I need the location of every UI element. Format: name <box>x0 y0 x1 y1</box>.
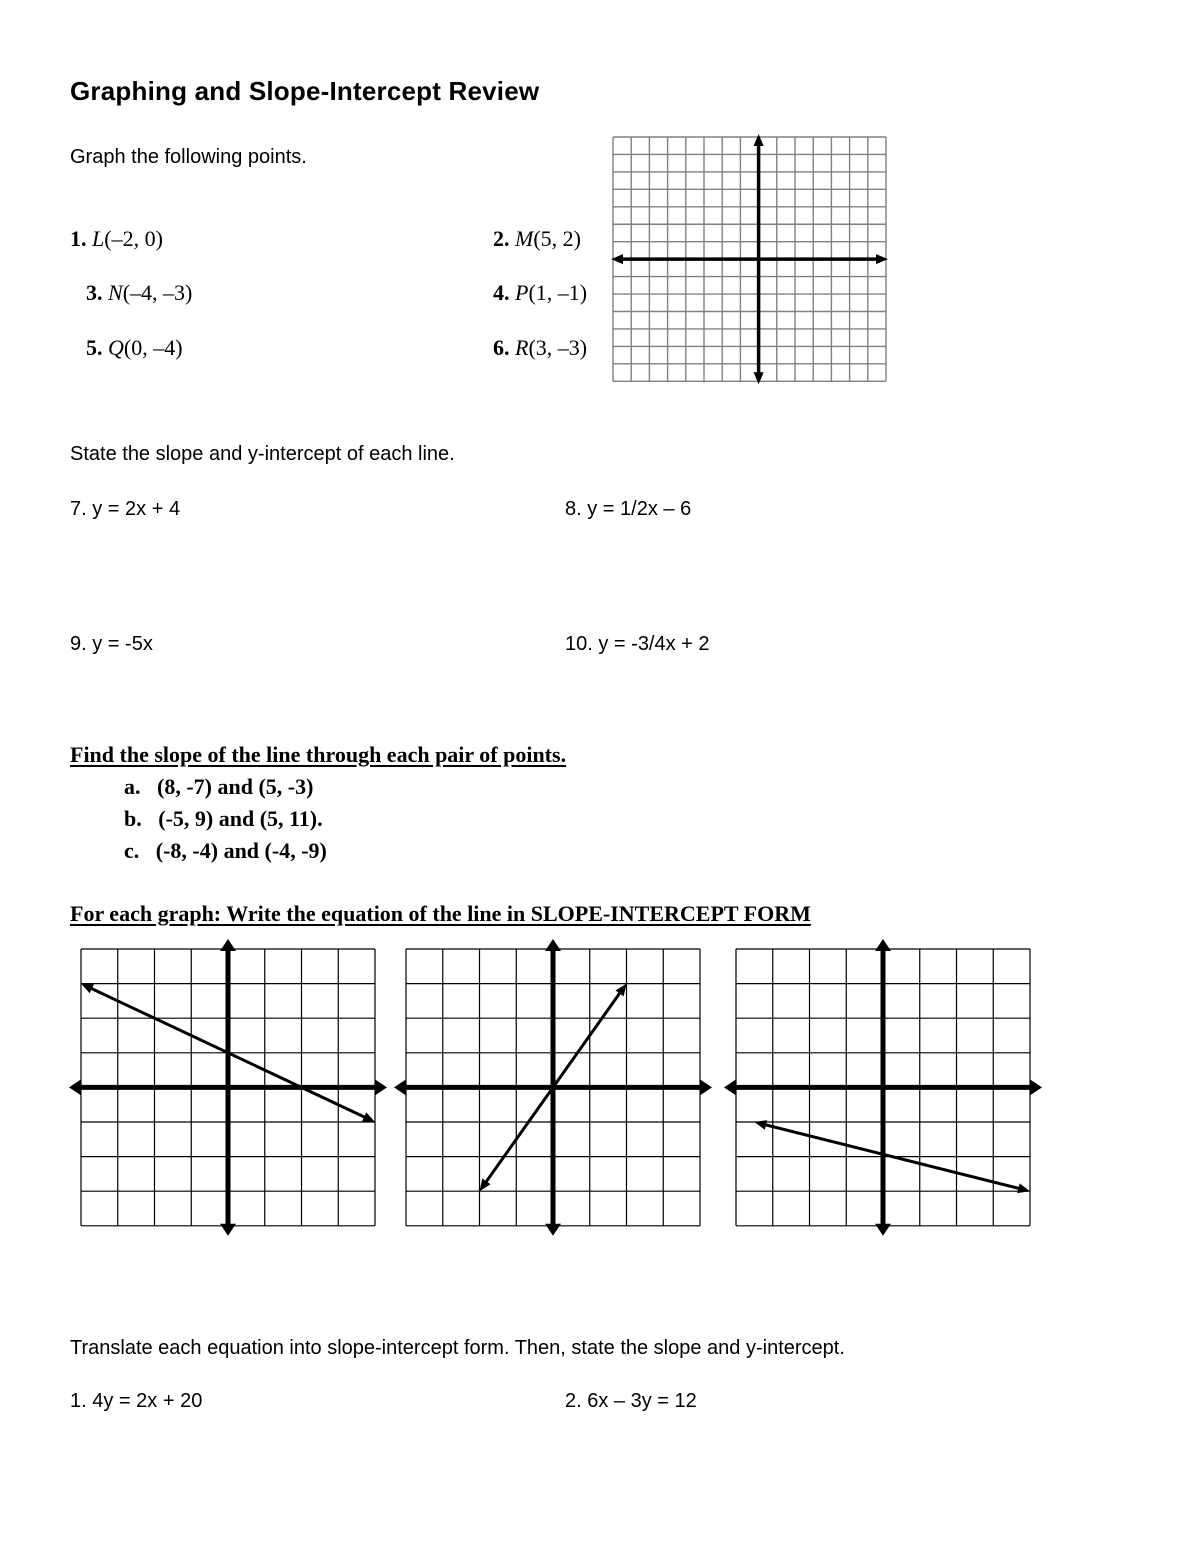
translate-instruction: Translate each equation into slope-intercept form. Then, state the slope and y-intercept. <box>70 1337 845 1359</box>
slope-intercept-instruction: State the slope and y-intercept of each line. <box>70 443 455 465</box>
slope-pair-b: b. (-5, 9) and (5, 11). <box>124 806 323 831</box>
x-axis-arrow-left <box>724 1079 736 1095</box>
y-axis-arrow-up <box>875 939 891 951</box>
x-axis-arrow-right <box>1030 1079 1042 1095</box>
point-item-2: 2. M(5, 2) <box>493 226 581 251</box>
y-axis-arrow-down <box>875 1224 891 1236</box>
point-item-5: 5. Q(0, –4) <box>86 335 183 360</box>
slope-pair-a: a. (8, -7) and (5, -3) <box>124 774 314 799</box>
page-title: Graphing and Slope-Intercept Review <box>70 76 540 106</box>
slope-pair-c: c. (-8, -4) and (-4, -9) <box>124 838 327 863</box>
point-item-6: 6. R(3, –3) <box>493 335 588 360</box>
point-item-3: 3. N(–4, –3) <box>86 280 193 305</box>
translate-item-1: 1. 4y = 2x + 20 <box>70 1390 203 1412</box>
equation-item-9: 9. y = -5x <box>70 633 153 655</box>
graph-points-instruction: Graph the following points. <box>70 146 307 168</box>
equation-item-8: 8. y = 1/2x – 6 <box>565 498 692 520</box>
point-item-1: 1. L(–2, 0) <box>70 226 163 251</box>
point-item-4: 4. P(1, –1) <box>493 280 588 305</box>
equation-item-10: 10. y = -3/4x + 2 <box>565 633 710 655</box>
equation-item-7: 7. y = 2x + 4 <box>70 498 181 520</box>
graph-equation-heading: For each graph: Write the equation of the line in SLOPE-INTERCEPT FORM <box>70 901 811 926</box>
translate-item-2: 2. 6x – 3y = 12 <box>565 1390 697 1412</box>
slope-points-heading: Find the slope of the line through each pair of points. <box>70 742 567 767</box>
